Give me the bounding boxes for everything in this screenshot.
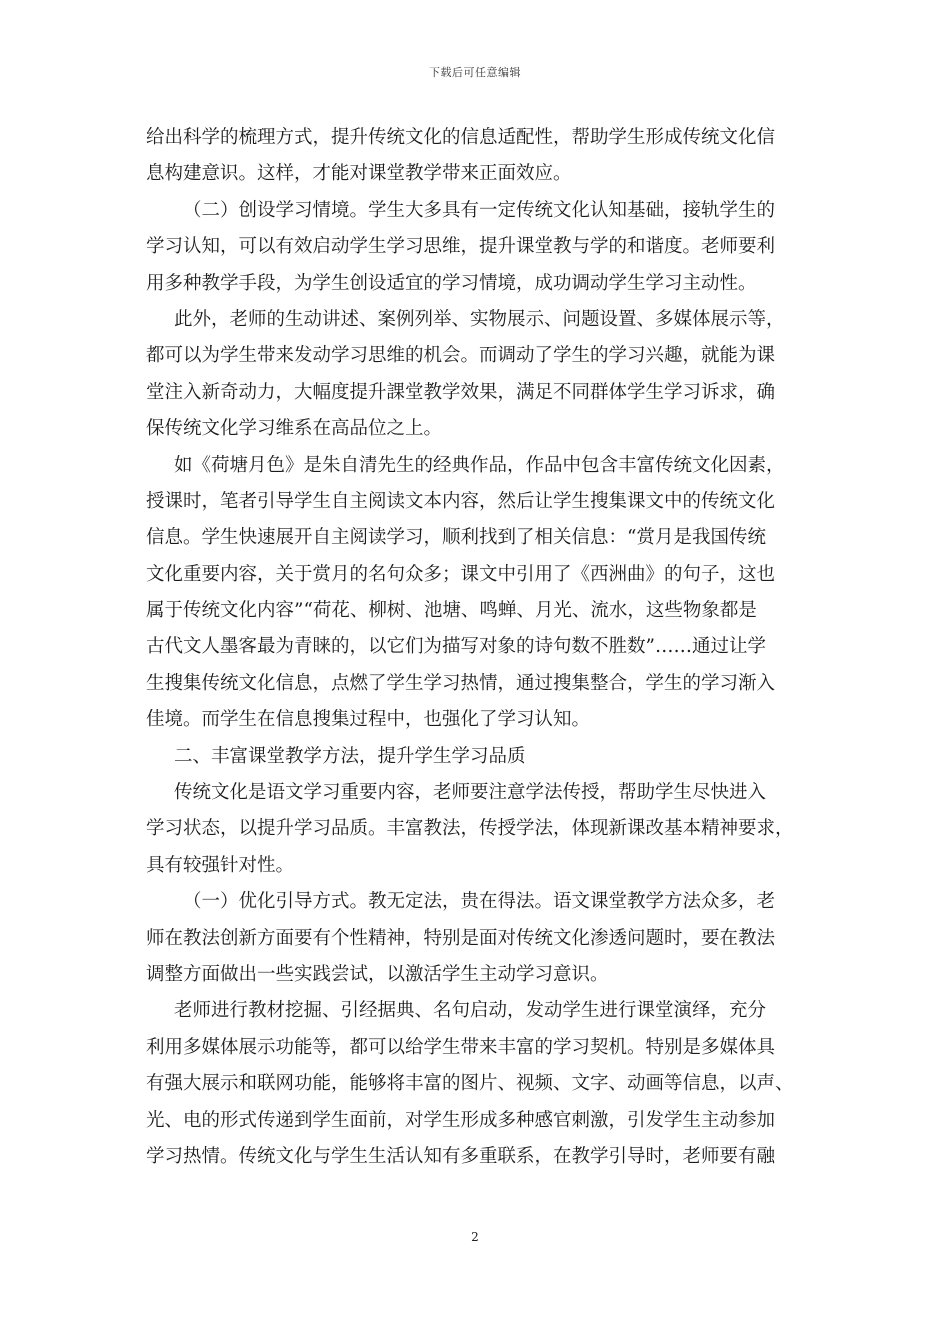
- text-line: 生搜集传统文化信息，点燃了学生学习热情，通过搜集整合，学生的学习渐入: [146, 672, 776, 694]
- text-line: 学习热情。传统文化与学生生活认知有多重联系，在教学引导时，老师要有融: [146, 1145, 776, 1167]
- text-line: 有强大展示和联网功能，能够将丰富的图片、视频、文字、动画等信息，以声、: [146, 1073, 794, 1095]
- text-line: 学习认知，可以有效启动学生学习思维，提升课堂教与学的和谐度。老师要利: [146, 236, 776, 258]
- text-line: 师在教法创新方面要有个性精神，特别是面对传统文化渗透问题时，要在教法: [146, 927, 776, 949]
- text-line: 息构建意识。这样，才能对课堂教学带来正面效应。: [146, 163, 572, 185]
- paragraph-start: 如《荷塘月色》是朱自清先生的经典作品，作品中包含丰富传统文化因素，: [174, 454, 785, 476]
- paragraph-start: （一）优化引导方式。教无定法，贵在得法。语文课堂教学方法众多，老: [183, 891, 776, 913]
- text-line: 调整方面做出一些实践尝试，以激活学生主动学习意识。: [146, 963, 609, 985]
- paragraph-start: 此外，老师的生动讲述、案例列举、实物展示、问题设置、多媒体展示等，: [174, 308, 785, 330]
- paragraph-start: （二）创设学习情境。学生大多具有一定传统文化认知基础，接轨学生的: [183, 199, 776, 221]
- page-number: 2: [471, 1230, 479, 1244]
- text-line: 用多种教学手段，为学生创设适宜的学习情境，成功调动学生学习主动性。: [146, 272, 757, 294]
- text-line: 都可以为学生带来发动学习思维的机会。而调动了学生的学习兴趣，就能为课: [146, 345, 776, 367]
- text-line: 信息。学生快速展开自主阅读学习，顺利找到了相关信息：“赏月是我国传统: [146, 527, 766, 549]
- text-line: 古代文人墨客最为青睐的，以它们为描写对象的诗句数不胜数”……通过让学: [146, 636, 766, 658]
- text-line: 文化重要内容，关于赏月的名句众多；课文中引用了《西洲曲》的句子，这也: [146, 563, 776, 585]
- text-line: 授课时，笔者引导学生自主阅读文本内容，然后让学生搜集课文中的传统文化: [146, 490, 776, 512]
- text-line: 光、电的形式传递到学生面前，对学生形成多种感官刺激，引发学生主动参加: [146, 1109, 776, 1131]
- text-line: 利用多媒体展示功能等，都可以给学生带来丰富的学习契机。特别是多媒体具: [146, 1036, 776, 1058]
- paragraph-start: 老师进行教材挖掘、引经据典、名句启动，发动学生进行课堂演绎，充分: [174, 1000, 767, 1022]
- page-header: 下载后可任意编辑: [429, 66, 521, 79]
- document-body: [146, 120, 806, 1175]
- text-line: 具有较强针对性。: [146, 854, 295, 876]
- paragraph-start: 传统文化是语文学习重要内容，老师要注意学法传授，帮助学生尽快进入: [174, 782, 767, 804]
- text-line: 堂注入新奇动力，大幅度提升課堂教学效果，满足不同群体学生学习诉求，确: [146, 381, 776, 403]
- text-line: 保传统文化学习维系在高品位之上。: [146, 418, 443, 440]
- text-line: 给出科学的梳理方式，提升传统文化的信息适配性，帮助学生形成传统文化信: [146, 127, 776, 148]
- text-line: 佳境。而学生在信息搜集过程中，也强化了学习认知。: [146, 709, 591, 731]
- text-line: 属于传统文化内容”“荷花、柳树、池塘、鸣蝉、月光、流水，这些物象都是: [146, 600, 757, 622]
- text-line: 学习状态，以提升学习品质。丰富教法，传授学法，体现新课改基本精神要求，: [146, 818, 794, 840]
- section-heading: 二、丰富课堂教学方法，提升学生学习品质: [174, 745, 526, 767]
